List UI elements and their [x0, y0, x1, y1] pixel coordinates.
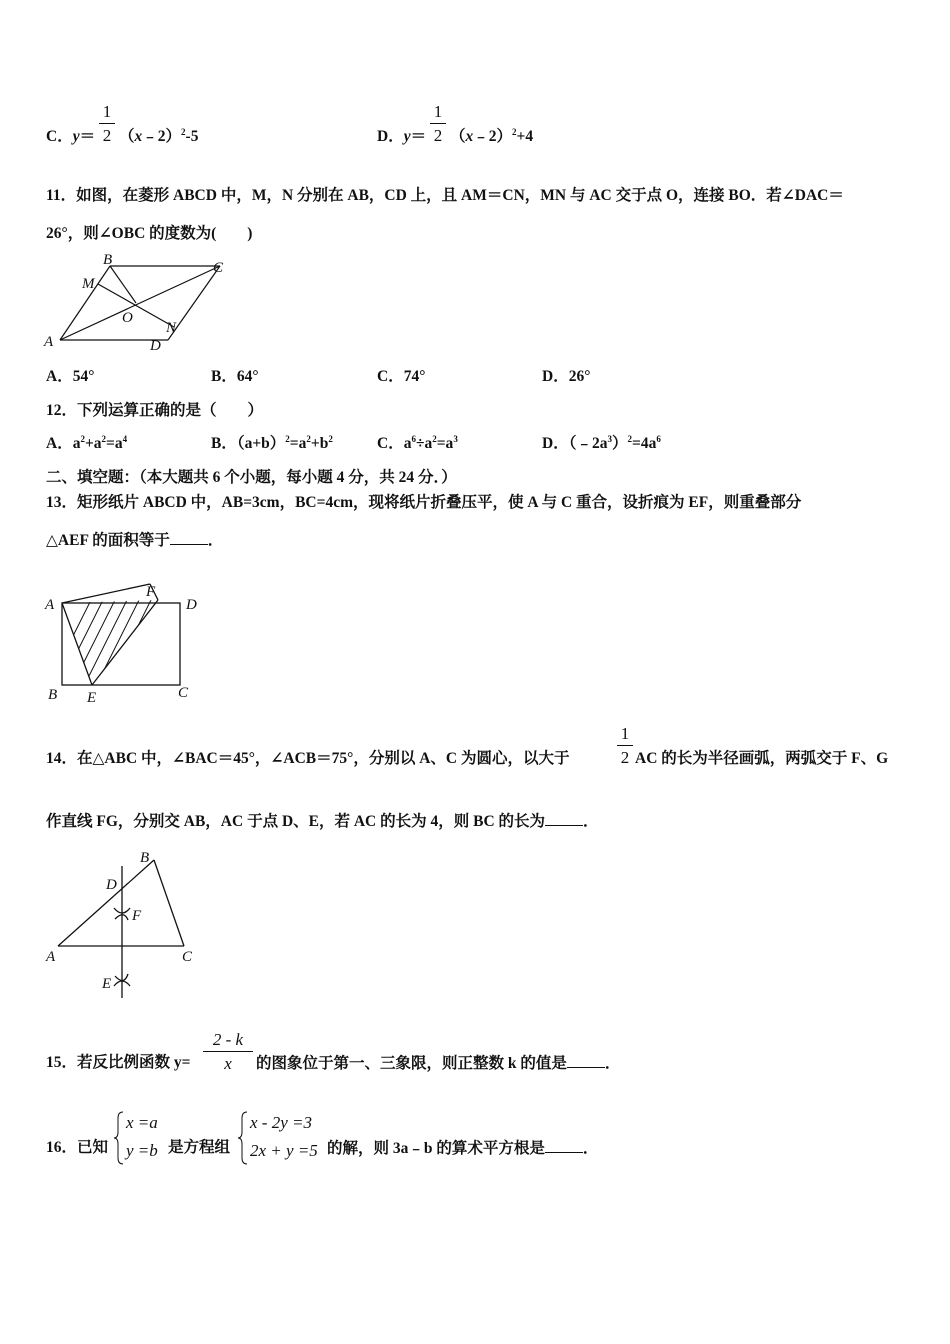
q16-stem-post — [327, 1140, 598, 1157]
brace-icon — [114, 1111, 124, 1165]
segment-ae — [62, 603, 92, 685]
q10-option-c-exp: 2 — [181, 126, 186, 137]
q10-option-d-exp: 2 — [512, 126, 517, 137]
q10-option-c-tail: -5 — [185, 128, 199, 145]
q16-sys1-line2: y =b — [126, 1141, 158, 1160]
q10-option-d-expr — [450, 126, 534, 145]
q10-option-c-expr — [119, 126, 199, 145]
expr-part: （﹣2a — [568, 435, 608, 452]
q14-fraction — [617, 725, 633, 766]
q10-option-d-x: x — [465, 128, 474, 145]
expr-part: =a — [436, 435, 454, 452]
q14-stem-end: ． — [583, 813, 599, 830]
q15-stem-post — [256, 1055, 620, 1072]
label-d: D — [186, 597, 197, 613]
label-e: E — [87, 690, 97, 706]
q10-option-c-eq: ＝ — [79, 128, 96, 145]
q11-stem-line2: 26°，则∠OBC 的度数为( ) — [46, 225, 253, 242]
q15-stem-text: 的图象位于第一、三象限，则正整数 k 的值是 — [256, 1055, 567, 1072]
label-a: A — [45, 597, 55, 613]
fraction-bar — [617, 745, 633, 746]
q14-stem-text: 作直线 FG，分别交 AB，AC 于点 D、E，若 AC 的长为 4，则 BC 的长为 — [46, 813, 546, 830]
triangle-side-ab — [58, 860, 154, 946]
answer-blank[interactable] — [170, 532, 208, 545]
expr-part: +b — [310, 435, 329, 452]
label-c: C — [213, 260, 224, 276]
q15-fraction — [203, 1031, 253, 1072]
label-f: F — [146, 584, 156, 600]
q10-option-d-eq: ＝ — [410, 128, 427, 145]
q11-option-d: D．26° — [542, 368, 591, 385]
expr-part: a — [403, 435, 412, 452]
exponent: 2 — [328, 433, 333, 444]
label-a: A — [46, 949, 56, 965]
q12-option-b — [211, 433, 333, 452]
q11-stem-line1: 11．如图，在菱形 ABCD 中，M，N 分别在 AB，CD 上，且 AM＝CN，MN 与 AC 交于点 O，连接 BO．若∠DAC＝ — [46, 187, 844, 204]
section-heading: 二、填空题：（本大题共 6 个小题，每小题 4 分，共 24 分．） — [46, 469, 457, 486]
label-b: B — [103, 252, 113, 268]
q10-option-d-paren: （ — [450, 128, 466, 145]
exponent: 3 — [607, 433, 612, 444]
q16-stem-pre: 16．已知 — [46, 1139, 109, 1156]
q16-stem-text: 的解，则 3a﹣b 的算术平方根是 — [327, 1140, 545, 1157]
q10-option-c-y: y — [72, 128, 80, 145]
expr-part: =4a — [631, 435, 657, 452]
exponent: 6 — [411, 433, 416, 444]
rectangle-abcd — [62, 603, 180, 685]
q10-option-d-label: D． — [377, 128, 404, 145]
exponent: 2 — [80, 433, 85, 444]
q10-option-d-fraction — [430, 103, 446, 144]
q10-option-c-x: x — [134, 128, 143, 145]
q10-option-d-y: y — [403, 128, 411, 145]
exponent: 2 — [627, 433, 632, 444]
exponent: 4 — [122, 433, 128, 444]
expr-part: （a+b） — [236, 435, 286, 452]
expr-part: =a — [106, 435, 123, 452]
q14-stem-line2 — [46, 813, 599, 830]
label-d: D — [106, 877, 117, 893]
q10-option-d-frac-den: 2 — [433, 126, 443, 145]
option-label: A． — [46, 435, 73, 452]
exponent: 3 — [453, 433, 458, 444]
q10-option-c — [46, 129, 95, 145]
triangle-side-bc — [154, 860, 184, 946]
answer-blank[interactable] — [567, 1055, 605, 1068]
option-label: B． — [211, 435, 237, 452]
label-e: E — [102, 976, 112, 992]
exponent: 2 — [306, 433, 311, 444]
expr-part: ） — [611, 435, 628, 452]
fraction-bar — [99, 123, 115, 124]
q14-stem-line1-post: AC 的长为半径画弧，两弧交于 F、G — [635, 750, 889, 767]
answer-blank[interactable] — [545, 813, 583, 826]
q12-stem: 12．下列运算正确的是（ ） — [46, 402, 264, 419]
q16-sys2-line1: x - 2y =3 — [250, 1113, 312, 1132]
q12-option-a — [46, 433, 128, 452]
q13-stem-line1: 13．矩形纸片 ABCD 中，AB=3cm，BC=4cm，现将纸片折叠压平，使 A 与 C 重合，设折痕为 EF，则重叠部分 — [46, 494, 802, 511]
q10-option-d-rest: ﹣2） — [473, 128, 513, 145]
q10-option-d-tail: +4 — [516, 128, 534, 145]
q11-option-a: A．54° — [46, 368, 95, 385]
label-b: B — [140, 850, 150, 866]
expr-part: a — [72, 435, 81, 452]
segment-mn — [98, 284, 174, 327]
label-c: C — [178, 685, 189, 701]
option-label: C． — [377, 435, 404, 452]
q15-stem-pre: 15．若反比例函数 y= — [46, 1054, 191, 1071]
q15-frac-den: x — [224, 1054, 232, 1073]
label-o: O — [122, 310, 133, 326]
q11-rhombus-figure — [40, 252, 240, 354]
q11-option-b: B．64° — [211, 368, 259, 385]
q14-frac-num: 1 — [620, 724, 630, 743]
option-label: D． — [542, 435, 569, 452]
exponent: 2 — [285, 433, 290, 444]
fraction-bar — [430, 123, 446, 124]
q14-triangle-figure — [42, 846, 212, 1006]
label-c: C — [182, 949, 193, 965]
label-a: A — [44, 334, 54, 350]
answer-blank[interactable] — [545, 1140, 583, 1153]
q13-stem-line2 — [46, 532, 223, 549]
q10-option-c-paren: （ — [119, 128, 135, 145]
label-n: N — [166, 320, 177, 336]
expr-part: ÷a — [415, 435, 433, 452]
q10-option-c-label: C． — [46, 128, 73, 145]
segment-af — [62, 584, 150, 603]
exponent: 2 — [432, 433, 437, 444]
q12-option-d — [542, 433, 661, 452]
segment-bo — [110, 266, 136, 303]
q15-stem-end: ． — [604, 1055, 621, 1072]
q13-stem-end: ． — [207, 532, 224, 549]
q14-stem-line1-pre: 14．在△ABC 中，∠BAC＝45°，∠ACB＝75°，分别以 A、C 为圆心，以大于 — [46, 750, 570, 767]
fraction-bar — [203, 1051, 253, 1052]
q10-option-c-rest: ﹣2） — [142, 128, 182, 145]
q16-sys1-line1: x =a — [126, 1113, 158, 1132]
q16-stem-mid: 是方程组 — [168, 1139, 231, 1156]
q10-option-d-frac-num: 1 — [433, 102, 443, 121]
label-m: M — [82, 276, 95, 292]
q12-option-c — [377, 433, 458, 452]
q16-stem-end: ． — [582, 1140, 599, 1157]
label-b: B — [48, 687, 58, 703]
q10-option-d — [377, 129, 426, 145]
expr-part: =a — [289, 435, 307, 452]
q10-option-c-frac-den: 2 — [102, 126, 112, 145]
brace-icon — [238, 1111, 248, 1165]
q15-frac-num: 2 - k — [212, 1030, 244, 1049]
q13-rectangle-figure — [42, 578, 212, 708]
q13-stem-text: △AEF 的面积等于 — [46, 532, 170, 549]
q11-option-c: C．74° — [377, 368, 426, 385]
q16-sys2-line2: 2x + y =5 — [250, 1141, 318, 1160]
q14-frac-den: 2 — [620, 748, 630, 767]
hatched-overlap — [42, 578, 186, 698]
q10-option-c-frac-num: 1 — [102, 102, 112, 121]
q10-option-c-fraction — [99, 103, 115, 144]
expr-part: +a — [84, 435, 102, 452]
exponent: 2 — [101, 433, 107, 444]
segment-fe — [92, 600, 158, 685]
label-f: F — [132, 908, 142, 924]
exponent: 6 — [656, 433, 661, 444]
label-d: D — [150, 338, 161, 354]
